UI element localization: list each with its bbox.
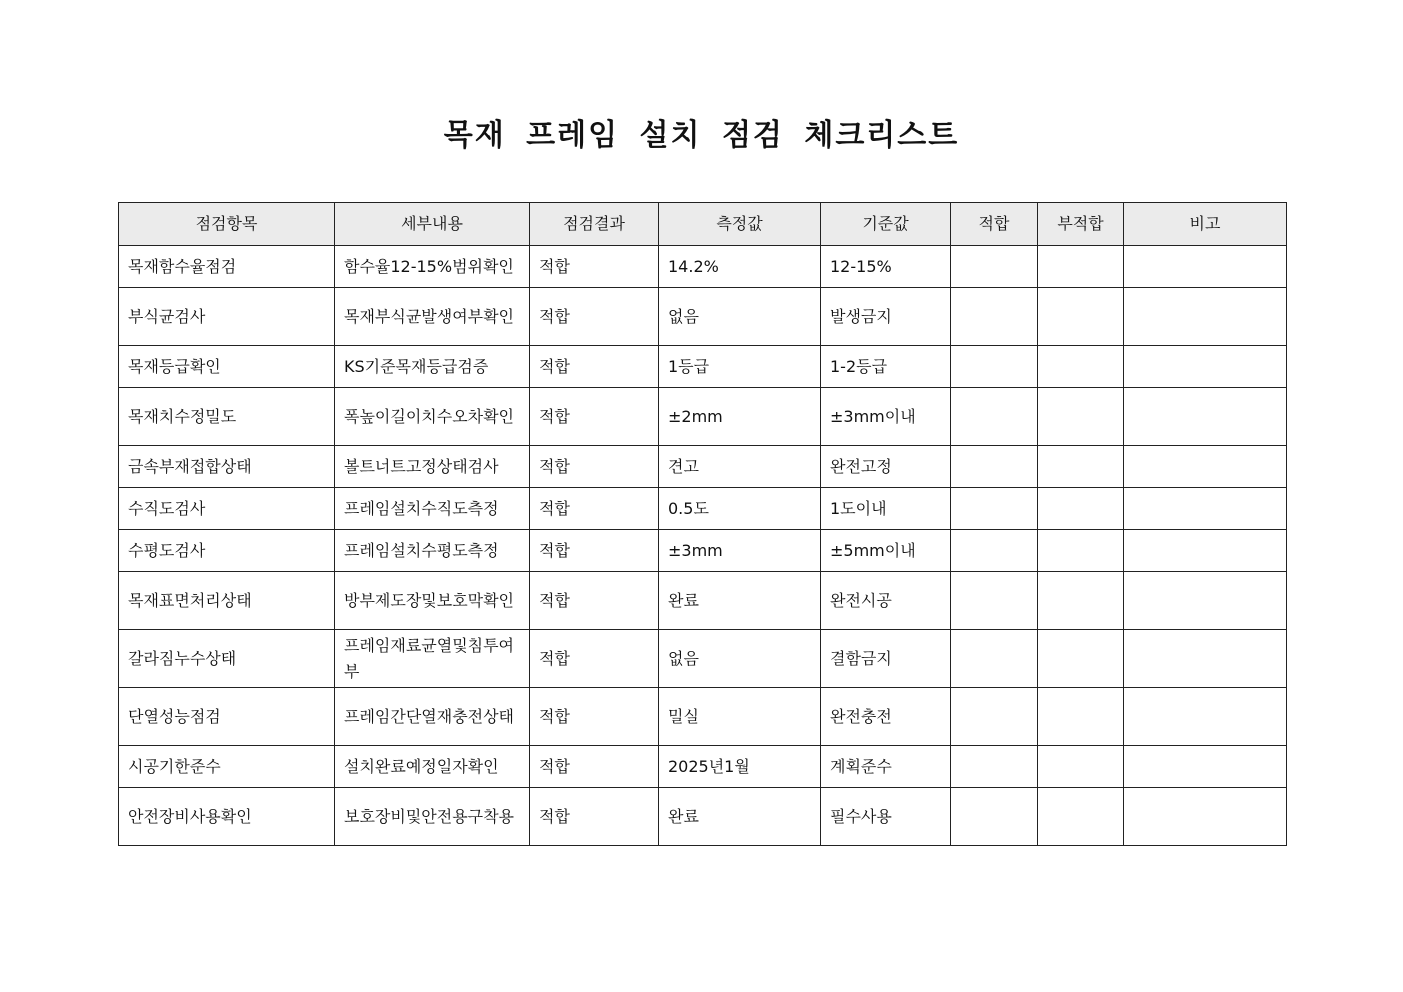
cell-pass bbox=[951, 246, 1038, 288]
cell-measured: 14.2% bbox=[659, 246, 821, 288]
table-row bbox=[119, 688, 1287, 746]
cell-note bbox=[1124, 446, 1287, 488]
column-header-fail: 부적합 bbox=[1038, 203, 1124, 246]
table-row bbox=[119, 246, 1287, 288]
cell-note bbox=[1124, 288, 1287, 346]
cell-detail: 프레임재료균열및침투여부 bbox=[335, 630, 530, 688]
cell-fail bbox=[1038, 530, 1124, 572]
cell-standard: 완전고정 bbox=[821, 446, 951, 488]
cell-pass bbox=[951, 688, 1038, 746]
cell-fail bbox=[1038, 346, 1124, 388]
table-row bbox=[119, 788, 1287, 846]
cell-item: 목재등급확인 bbox=[119, 346, 335, 388]
cell-result: 적합 bbox=[530, 346, 659, 388]
cell-standard: ±3mm이내 bbox=[821, 388, 951, 446]
cell-measured: 견고 bbox=[659, 446, 821, 488]
table-row bbox=[119, 346, 1287, 388]
column-header-measured: 측정값 bbox=[659, 203, 821, 246]
cell-measured: 밀실 bbox=[659, 688, 821, 746]
cell-fail bbox=[1038, 488, 1124, 530]
cell-detail: 프레임간단열재충전상태 bbox=[335, 688, 530, 746]
cell-item: 부식균검사 bbox=[119, 288, 335, 346]
cell-measured: 완료 bbox=[659, 572, 821, 630]
cell-detail: 설치완료예정일자확인 bbox=[335, 746, 530, 788]
cell-detail: 폭높이길이치수오차확인 bbox=[335, 388, 530, 446]
cell-result: 적합 bbox=[530, 246, 659, 288]
cell-fail bbox=[1038, 446, 1124, 488]
cell-item: 갈라짐누수상태 bbox=[119, 630, 335, 688]
cell-result: 적합 bbox=[530, 530, 659, 572]
column-header-result: 점검결과 bbox=[530, 203, 659, 246]
cell-item: 금속부재접합상태 bbox=[119, 446, 335, 488]
cell-detail: 함수율12-15%범위확인 bbox=[335, 246, 530, 288]
cell-fail bbox=[1038, 288, 1124, 346]
cell-fail bbox=[1038, 688, 1124, 746]
column-header-note: 비고 bbox=[1124, 203, 1287, 246]
cell-pass bbox=[951, 346, 1038, 388]
cell-result: 적합 bbox=[530, 446, 659, 488]
cell-measured: 완료 bbox=[659, 788, 821, 846]
cell-detail: 보호장비및안전용구착용 bbox=[335, 788, 530, 846]
cell-detail: 볼트너트고정상태검사 bbox=[335, 446, 530, 488]
cell-measured: ±3mm bbox=[659, 530, 821, 572]
cell-standard: 12-15% bbox=[821, 246, 951, 288]
cell-pass bbox=[951, 788, 1038, 846]
cell-measured: 0.5도 bbox=[659, 488, 821, 530]
cell-result: 적합 bbox=[530, 746, 659, 788]
table-row bbox=[119, 388, 1287, 446]
cell-result: 적합 bbox=[530, 388, 659, 446]
table-row bbox=[119, 446, 1287, 488]
checklist-table bbox=[118, 202, 1287, 846]
table-row bbox=[119, 288, 1287, 346]
cell-note bbox=[1124, 746, 1287, 788]
cell-measured: 1등급 bbox=[659, 346, 821, 388]
table-row bbox=[119, 530, 1287, 572]
cell-fail bbox=[1038, 246, 1124, 288]
cell-result: 적합 bbox=[530, 788, 659, 846]
document-title: 목재 프레임 설치 점검 체크리스트 bbox=[443, 118, 960, 153]
cell-result: 적합 bbox=[530, 488, 659, 530]
cell-result: 적합 bbox=[530, 630, 659, 688]
cell-pass bbox=[951, 446, 1038, 488]
cell-detail: KS기준목재등급검증 bbox=[335, 346, 530, 388]
cell-fail bbox=[1038, 746, 1124, 788]
cell-pass bbox=[951, 530, 1038, 572]
table-row bbox=[119, 630, 1287, 688]
cell-fail bbox=[1038, 788, 1124, 846]
cell-standard: 완전충전 bbox=[821, 688, 951, 746]
cell-measured: 없음 bbox=[659, 630, 821, 688]
cell-standard: 1-2등급 bbox=[821, 346, 951, 388]
cell-pass bbox=[951, 388, 1038, 446]
cell-detail: 프레임설치수평도측정 bbox=[335, 530, 530, 572]
cell-measured: 2025년1월 bbox=[659, 746, 821, 788]
cell-note bbox=[1124, 688, 1287, 746]
cell-detail: 목재부식균발생여부확인 bbox=[335, 288, 530, 346]
cell-note bbox=[1124, 346, 1287, 388]
cell-note bbox=[1124, 388, 1287, 446]
cell-standard: 필수사용 bbox=[821, 788, 951, 846]
cell-standard: 발생금지 bbox=[821, 288, 951, 346]
cell-note bbox=[1124, 630, 1287, 688]
cell-pass bbox=[951, 288, 1038, 346]
cell-note bbox=[1124, 246, 1287, 288]
cell-pass bbox=[951, 572, 1038, 630]
cell-measured: 없음 bbox=[659, 288, 821, 346]
cell-item: 수평도검사 bbox=[119, 530, 335, 572]
column-header-detail: 세부내용 bbox=[335, 203, 530, 246]
cell-item: 시공기한준수 bbox=[119, 746, 335, 788]
cell-item: 목재표면처리상태 bbox=[119, 572, 335, 630]
table-row bbox=[119, 746, 1287, 788]
cell-result: 적합 bbox=[530, 288, 659, 346]
cell-pass bbox=[951, 630, 1038, 688]
table-row bbox=[119, 572, 1287, 630]
cell-standard: 1도이내 bbox=[821, 488, 951, 530]
cell-item: 목재치수정밀도 bbox=[119, 388, 335, 446]
cell-fail bbox=[1038, 572, 1124, 630]
cell-detail: 방부제도장및보호막확인 bbox=[335, 572, 530, 630]
cell-pass bbox=[951, 746, 1038, 788]
column-header-standard: 기준값 bbox=[821, 203, 951, 246]
cell-item: 단열성능점검 bbox=[119, 688, 335, 746]
cell-item: 수직도검사 bbox=[119, 488, 335, 530]
cell-measured: ±2mm bbox=[659, 388, 821, 446]
cell-standard: 계획준수 bbox=[821, 746, 951, 788]
table-row bbox=[119, 488, 1287, 530]
cell-item: 안전장비사용확인 bbox=[119, 788, 335, 846]
header-row bbox=[119, 203, 1287, 246]
cell-note bbox=[1124, 788, 1287, 846]
cell-result: 적합 bbox=[530, 572, 659, 630]
cell-pass bbox=[951, 488, 1038, 530]
cell-standard: ±5mm이내 bbox=[821, 530, 951, 572]
cell-standard: 결함금지 bbox=[821, 630, 951, 688]
cell-result: 적합 bbox=[530, 688, 659, 746]
cell-note bbox=[1124, 530, 1287, 572]
cell-detail: 프레임설치수직도측정 bbox=[335, 488, 530, 530]
column-header-pass: 적합 bbox=[951, 203, 1038, 246]
column-header-item: 점검항목 bbox=[119, 203, 335, 246]
cell-note bbox=[1124, 488, 1287, 530]
cell-item: 목재함수율점검 bbox=[119, 246, 335, 288]
cell-standard: 완전시공 bbox=[821, 572, 951, 630]
cell-note bbox=[1124, 572, 1287, 630]
cell-fail bbox=[1038, 630, 1124, 688]
cell-fail bbox=[1038, 388, 1124, 446]
